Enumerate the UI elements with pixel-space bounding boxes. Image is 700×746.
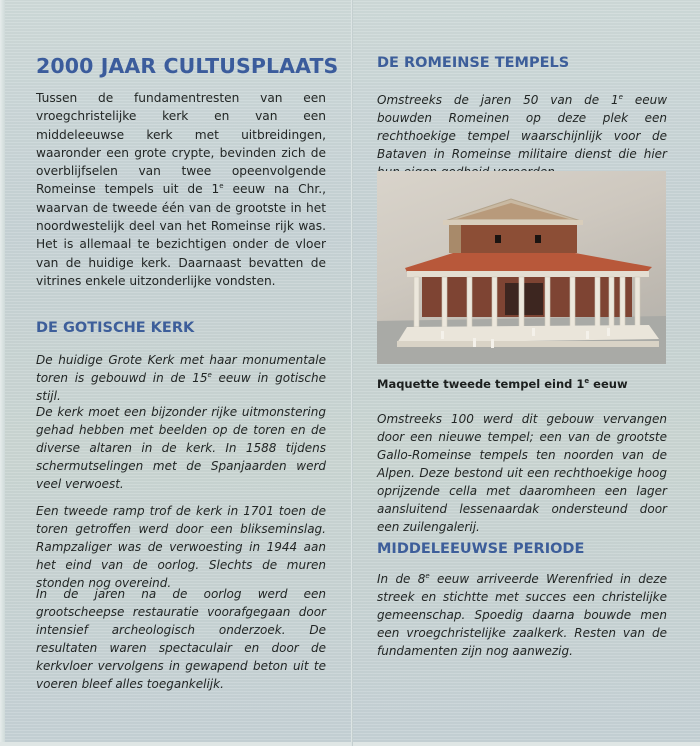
intro-text: Tussen de fundamentresten van een vroegchristelijke kerk en van een middeleeuwse kerk met uitbreidingen, waaronder een grote crypte, bevinden zich de overblijfselen van twee opeenvolgende Romeinse tempels uit de 1 [36, 91, 326, 197]
gothic-paragraph-3: Een tweede ramp trof de kerk in 1701 toen de toren getroffen werd door een blikseminslag. Rampzaliger was de verwoesting in 1944 aan het eind van de oorlog. Slechts de muren stonden nog overeind. [36, 504, 326, 590]
page-title: 2000 JAAR CULTUSPLAATS [36, 54, 339, 78]
paragraph-text: In de 8 [377, 572, 426, 586]
temple-model-illustration [377, 171, 666, 364]
cella-window [535, 235, 541, 243]
paragraph-text: eeuw in gotische stijl. [36, 371, 326, 403]
paragraph-text: eeuw bouwden Romeinen op deze plek een rechthoekige tempel waarschijnlijk voor de Bataven in Romeinse militaire dienst die hier [377, 93, 668, 161]
cella-window [495, 235, 501, 243]
paragraph-text: eeuw arriveerde Werenfried in deze streek en stichtte met succes een christelijke gemeenschap. Spoedig daarna bouwde men een vroegchristelijke zaalkerk. Resten van de fundamenten zijn nog aanwezig. [377, 572, 667, 658]
page-edge-bottom [0, 742, 700, 746]
roman-paragraph-1 [377, 91, 667, 181]
medieval-paragraph [377, 570, 667, 660]
caption-text: eeuw [589, 377, 628, 391]
paragraph-text: De huidige Grote Kerk met haar monumentale toren is gebouwd in de 15 [36, 353, 326, 385]
page-edge [0, 0, 5, 746]
section-heading-medieval: MIDDELEEUWSE PERIODE [377, 541, 585, 557]
intro-paragraph [36, 89, 326, 290]
entablature [407, 271, 649, 277]
superscript: e [584, 377, 590, 385]
lean-to-roof [405, 253, 652, 272]
roman-paragraph-2: Omstreeks 100 werd dit gebouw vervangen door een nieuwe tempel; een van de grootste Gallo-Romeinse tempels ten noorden van de Alpen. Deze bestond uit een rechthoekige hoog oprijzende cella met daaromheen een lager aansluitend lessenaardak ondersteund door een zuilengalerij. [377, 412, 667, 534]
gothic-paragraph-1 [36, 351, 326, 405]
cella-wall [449, 225, 577, 253]
caption-text: Maquette tweede tempel eind 1 [377, 377, 585, 391]
cornice [443, 220, 583, 225]
intro-text-rest: eeuw na Chr., waarvan de tweede één van de grootste in het noordwestelijk deel van het Romeinse rijk was. Het is allemaal te bezichtigen onder de vloer van de huidige kerk. Daarnaast bevatten de vitrines enkele uitzonderlijke vondsten. [36, 182, 326, 288]
temple-model-photo [377, 171, 666, 364]
section-heading-roman-temples: DE ROMEINSE TEMPELS [377, 55, 570, 71]
superscript: e [219, 182, 224, 191]
superscript: e [207, 371, 212, 379]
gothic-paragraph-4: In de jaren na de oorlog werd een grootscheepse restauratie voorafgegaan door intensief archeologisch onderzoek. De resultaten waren spectaculair en door de kerkvloer vervolgens in gewapend beton uit te voeren bleef alles toegankelijk. [36, 587, 326, 691]
image-caption [377, 377, 628, 391]
cella-side [449, 225, 461, 253]
center-fold [351, 0, 353, 746]
gothic-paragraph-2: De kerk moet een bijzonder rijke uitmonstering gehad hebben met beelden op de toren en de diverse altaren in de kerk. In 1588 tijdens schermutselingen met de Spanjaarden werd veel verwoest. [36, 405, 326, 491]
superscript: e [618, 93, 623, 101]
section-heading-gothic-church: DE GOTISCHE KERK [36, 320, 195, 336]
paragraph-text: Omstreeks de jaren 50 van de 1 [377, 93, 619, 107]
superscript: e [425, 572, 430, 580]
steps [397, 341, 659, 347]
